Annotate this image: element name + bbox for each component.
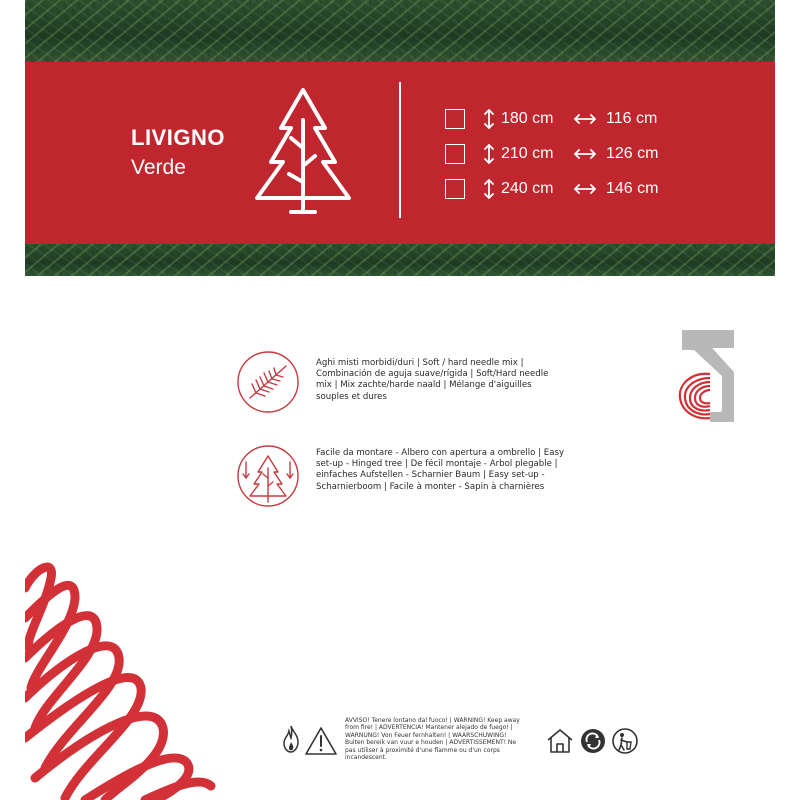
needle-branch-icon: [236, 350, 300, 414]
eco-icons: [546, 728, 638, 754]
pine-photo-bottom: [25, 244, 775, 276]
feature-text: Aghi misti morbidi/duri | Soft / hard needle mix | Combinación de aguja suave/rígida | Soft/Hard needle mix | Mix zachte/harde naald | Mélange d'aiguilles souples et dures: [316, 358, 549, 402]
size-width: 126 cm: [606, 145, 659, 162]
christmas-tree-icon: [253, 86, 353, 218]
size-row: [445, 177, 658, 201]
feature-text: Facile da montare - Albero con apertura a ombrello | Easy set-up - Hinged tree | De fécil montaje - Arbol plegable | einfaches Aufstellen - Scharnier Baum | Easy set-up - Scharnierboom | Facile à monter - Sapin à charnières: [316, 448, 565, 492]
house-icon: [546, 728, 574, 754]
warning-triangle-icon: [304, 726, 338, 756]
product-banner: [25, 62, 775, 244]
hinged-tree-icon: [236, 444, 300, 508]
size-row: [445, 107, 657, 131]
brand-logo: [674, 326, 738, 426]
tidyman-icon: [612, 728, 638, 754]
size-height: 240 cm: [501, 180, 554, 197]
size-height: 180 cm: [501, 110, 554, 127]
size-width: 146 cm: [606, 180, 659, 197]
width-arrow-icon: [573, 184, 597, 194]
size-checkbox[interactable]: [445, 144, 465, 164]
height-arrow-icon: [483, 178, 495, 200]
size-row: [445, 142, 658, 166]
decorative-swirl: [25, 548, 235, 800]
recycle-icon: [580, 728, 606, 754]
size-checkbox[interactable]: [445, 109, 465, 129]
warning-text: AVVISO! Tenere lontano dal fuoco! | WARNING! Keep away from fire! | ADVERTENCIA! Mantener alejado de fuego! | WARNUNG! Von Feuer fernhalten! | WAARSCHUWING! Buiten bereik van vuur e houden | ADVERTISSEMENT! Ne pas utiliser à proximité d'une flamme ou d'un corps incandescent.: [345, 717, 520, 762]
height-arrow-icon: [483, 143, 495, 165]
banner-divider: [399, 82, 401, 218]
product-variant: Verde: [131, 156, 186, 179]
height-arrow-icon: [483, 108, 495, 130]
pine-photo-top: [25, 0, 775, 62]
width-arrow-icon: [573, 149, 597, 159]
flame-icon: [280, 724, 302, 754]
width-arrow-icon: [573, 114, 597, 124]
size-checkbox[interactable]: [445, 179, 465, 199]
product-name: LIVIGNO: [131, 125, 225, 150]
size-width: 116 cm: [606, 110, 658, 127]
size-height: 210 cm: [501, 145, 554, 162]
